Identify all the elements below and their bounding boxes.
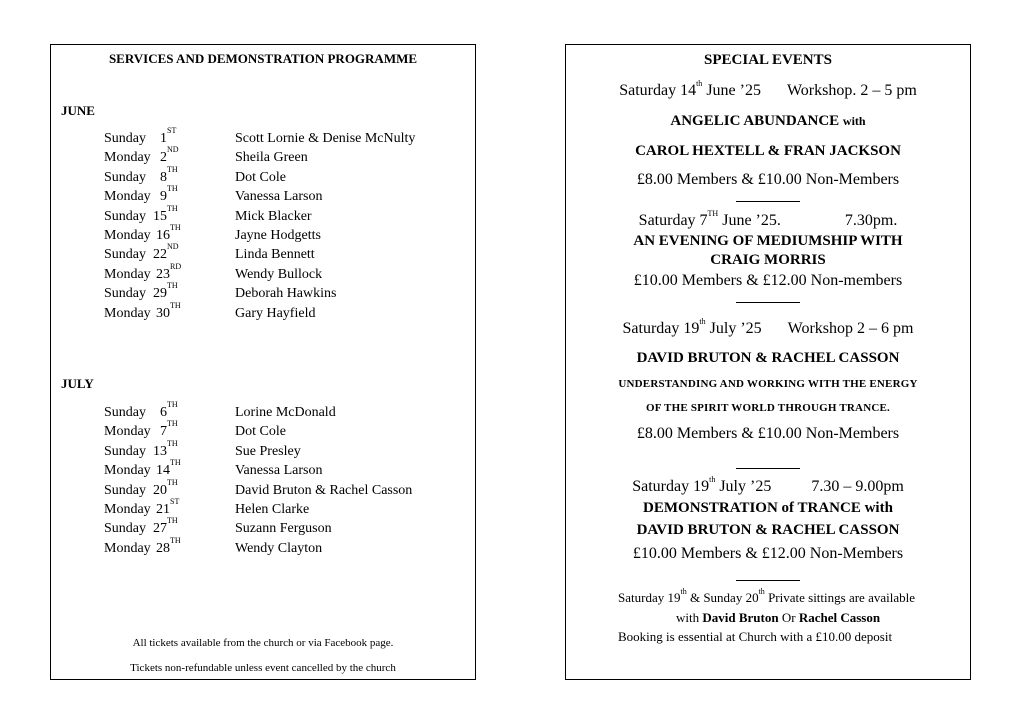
schedule-row: [104, 438, 464, 461]
event2-title-line1: AN EVENING OF MEDIUMSHIP WITH: [633, 233, 903, 249]
july-heading: JULY: [61, 376, 94, 391]
event2-date-line: Saturday 7TH June ’25. 7.30pm.: [638, 209, 898, 229]
divider: [736, 580, 800, 581]
service-speaker: Sheila Green: [235, 150, 308, 166]
schedule-row: [104, 516, 464, 538]
service-date: 16TH: [156, 223, 181, 243]
event2-price: £10.00 Members & £12.00 Non-members: [633, 272, 903, 289]
service-speaker: Linda Bennett: [235, 247, 315, 263]
schedule-row: [104, 126, 464, 148]
divider: [736, 201, 800, 202]
service-day: Monday: [104, 266, 151, 282]
special-events-title: SPECIAL EVENTS: [704, 52, 832, 68]
service-date: 13TH: [153, 438, 178, 459]
service-speaker: Wendy Clayton: [235, 540, 323, 556]
schedule-row: [104, 419, 464, 441]
service-date: 14TH: [156, 458, 181, 479]
service-day: Monday: [104, 189, 151, 205]
service-date: 21ST: [156, 497, 180, 517]
event4-title-line1: DEMONSTRATION of TRANCE with: [643, 500, 893, 516]
service-day: Sunday: [104, 482, 146, 498]
event3-hosts: DAVID BRUTON & RACHEL CASSON: [636, 350, 900, 366]
service-speaker: Dot Cole: [235, 169, 286, 185]
refund-note: Tickets non-refundable unless event cancelled by the church: [130, 662, 396, 674]
service-speaker: Wendy Bullock: [235, 266, 323, 282]
schedule-row: [104, 184, 464, 206]
event3-desc-line2: OF THE SPIRIT WORLD THROUGH TRANCE.: [646, 402, 890, 414]
service-date: 30TH: [156, 300, 181, 321]
service-day: Sunday: [104, 131, 146, 146]
schedule-row: [104, 164, 464, 187]
event3-desc-line1: UNDERSTANDING AND WORKING WITH THE ENERGY: [618, 378, 918, 390]
event4-title-line2: DAVID BRUTON & RACHEL CASSON: [636, 522, 900, 538]
service-date: 23RD: [156, 261, 182, 282]
service-speaker: Vanessa Larson: [235, 463, 323, 479]
event1-date-line: Saturday 14th June ’25 Workshop. 2 – 5 pm: [619, 79, 917, 99]
service-speaker: Jayne Hodgetts: [235, 228, 321, 243]
schedule-row: [104, 400, 464, 422]
schedule-row: [104, 281, 464, 303]
schedule-row: [104, 535, 464, 558]
service-day: Monday: [104, 463, 151, 479]
service-speaker: David Bruton & Rachel Casson: [235, 482, 413, 498]
service-date: 7TH: [160, 419, 178, 440]
service-day: Sunday: [104, 169, 146, 185]
service-date: 29TH: [153, 281, 178, 302]
service-speaker: Deborah Hawkins: [235, 286, 337, 302]
event3-price: £8.00 Members & £10.00 Non-Members: [636, 425, 900, 442]
service-day: Monday: [104, 228, 151, 243]
booking-note: Booking is essential at Church with a £10.00 deposit: [618, 629, 893, 644]
service-day: Monday: [104, 305, 151, 321]
divider: [736, 302, 800, 303]
schedule-row: [104, 497, 464, 519]
schedule-row: [104, 477, 464, 500]
divider: [736, 468, 800, 469]
june-heading: JUNE: [61, 103, 95, 118]
schedule-row: [104, 203, 464, 226]
service-date: 8TH: [160, 164, 178, 185]
private-sittings-line2: with David Bruton Or Rachel Casson: [676, 610, 881, 625]
service-date: 1ST: [160, 126, 177, 146]
service-day: Sunday: [104, 405, 146, 420]
special-events-panel: [565, 44, 971, 680]
service-date: 22ND: [153, 242, 179, 263]
schedule-row: [104, 458, 464, 480]
service-speaker: Gary Hayfield: [235, 305, 316, 321]
service-date: 20TH: [153, 477, 178, 498]
private-sittings-line1: Saturday 19th & Sunday 20th Private sittings are available: [618, 587, 915, 605]
services-programme-panel: [50, 44, 476, 680]
service-date: 15TH: [153, 203, 178, 224]
event1-price: £8.00 Members & £10.00 Non-Members: [636, 171, 900, 188]
schedule-row: [104, 242, 464, 264]
service-speaker: Sue Presley: [235, 443, 301, 459]
service-day: Monday: [104, 150, 151, 166]
tickets-note: All tickets available from the church or via Facebook page.: [132, 637, 394, 649]
schedule-row: [104, 145, 464, 167]
service-day: Monday: [104, 424, 151, 440]
event2-title-line2: CRAIG MORRIS: [710, 252, 826, 268]
service-speaker: Scott Lornie & Denise McNulty: [235, 131, 416, 146]
service-speaker: Helen Clarke: [235, 502, 310, 517]
service-day: Sunday: [104, 443, 146, 459]
schedule-row: [104, 223, 464, 245]
service-speaker: Lorine McDonald: [235, 405, 336, 420]
schedule-row: [104, 300, 464, 323]
event1-hosts: CAROL HEXTELL & FRAN JACKSON: [635, 143, 901, 159]
service-speaker: Dot Cole: [235, 424, 286, 440]
service-date: 27TH: [153, 516, 178, 537]
service-date: 2ND: [160, 145, 179, 166]
service-date: 28TH: [156, 535, 181, 556]
event4-price: £10.00 Members & £12.00 Non-Members: [632, 545, 904, 562]
event1-title: ANGELIC ABUNDANCE with: [670, 113, 866, 129]
service-date: 9TH: [160, 184, 178, 205]
service-day: Sunday: [104, 521, 146, 537]
service-day: Monday: [104, 502, 151, 517]
service-speaker: Mick Blacker: [235, 208, 312, 224]
event4-date-line: Saturday 19th July ’25 7.30 – 9.00pm: [632, 475, 904, 495]
service-date: 6TH: [160, 400, 178, 420]
service-day: Sunday: [104, 286, 146, 302]
service-speaker: Suzann Ferguson: [235, 521, 332, 537]
event3-date-line: Saturday 19th July ’25 Workshop 2 – 6 pm: [622, 317, 914, 337]
service-day: Sunday: [104, 247, 146, 263]
service-speaker: Vanessa Larson: [235, 189, 323, 205]
service-day: Monday: [104, 540, 151, 556]
programme-title: SERVICES AND DEMONSTRATION PROGRAMME: [108, 51, 418, 66]
service-day: Sunday: [104, 208, 146, 224]
schedule-row: [104, 261, 464, 284]
